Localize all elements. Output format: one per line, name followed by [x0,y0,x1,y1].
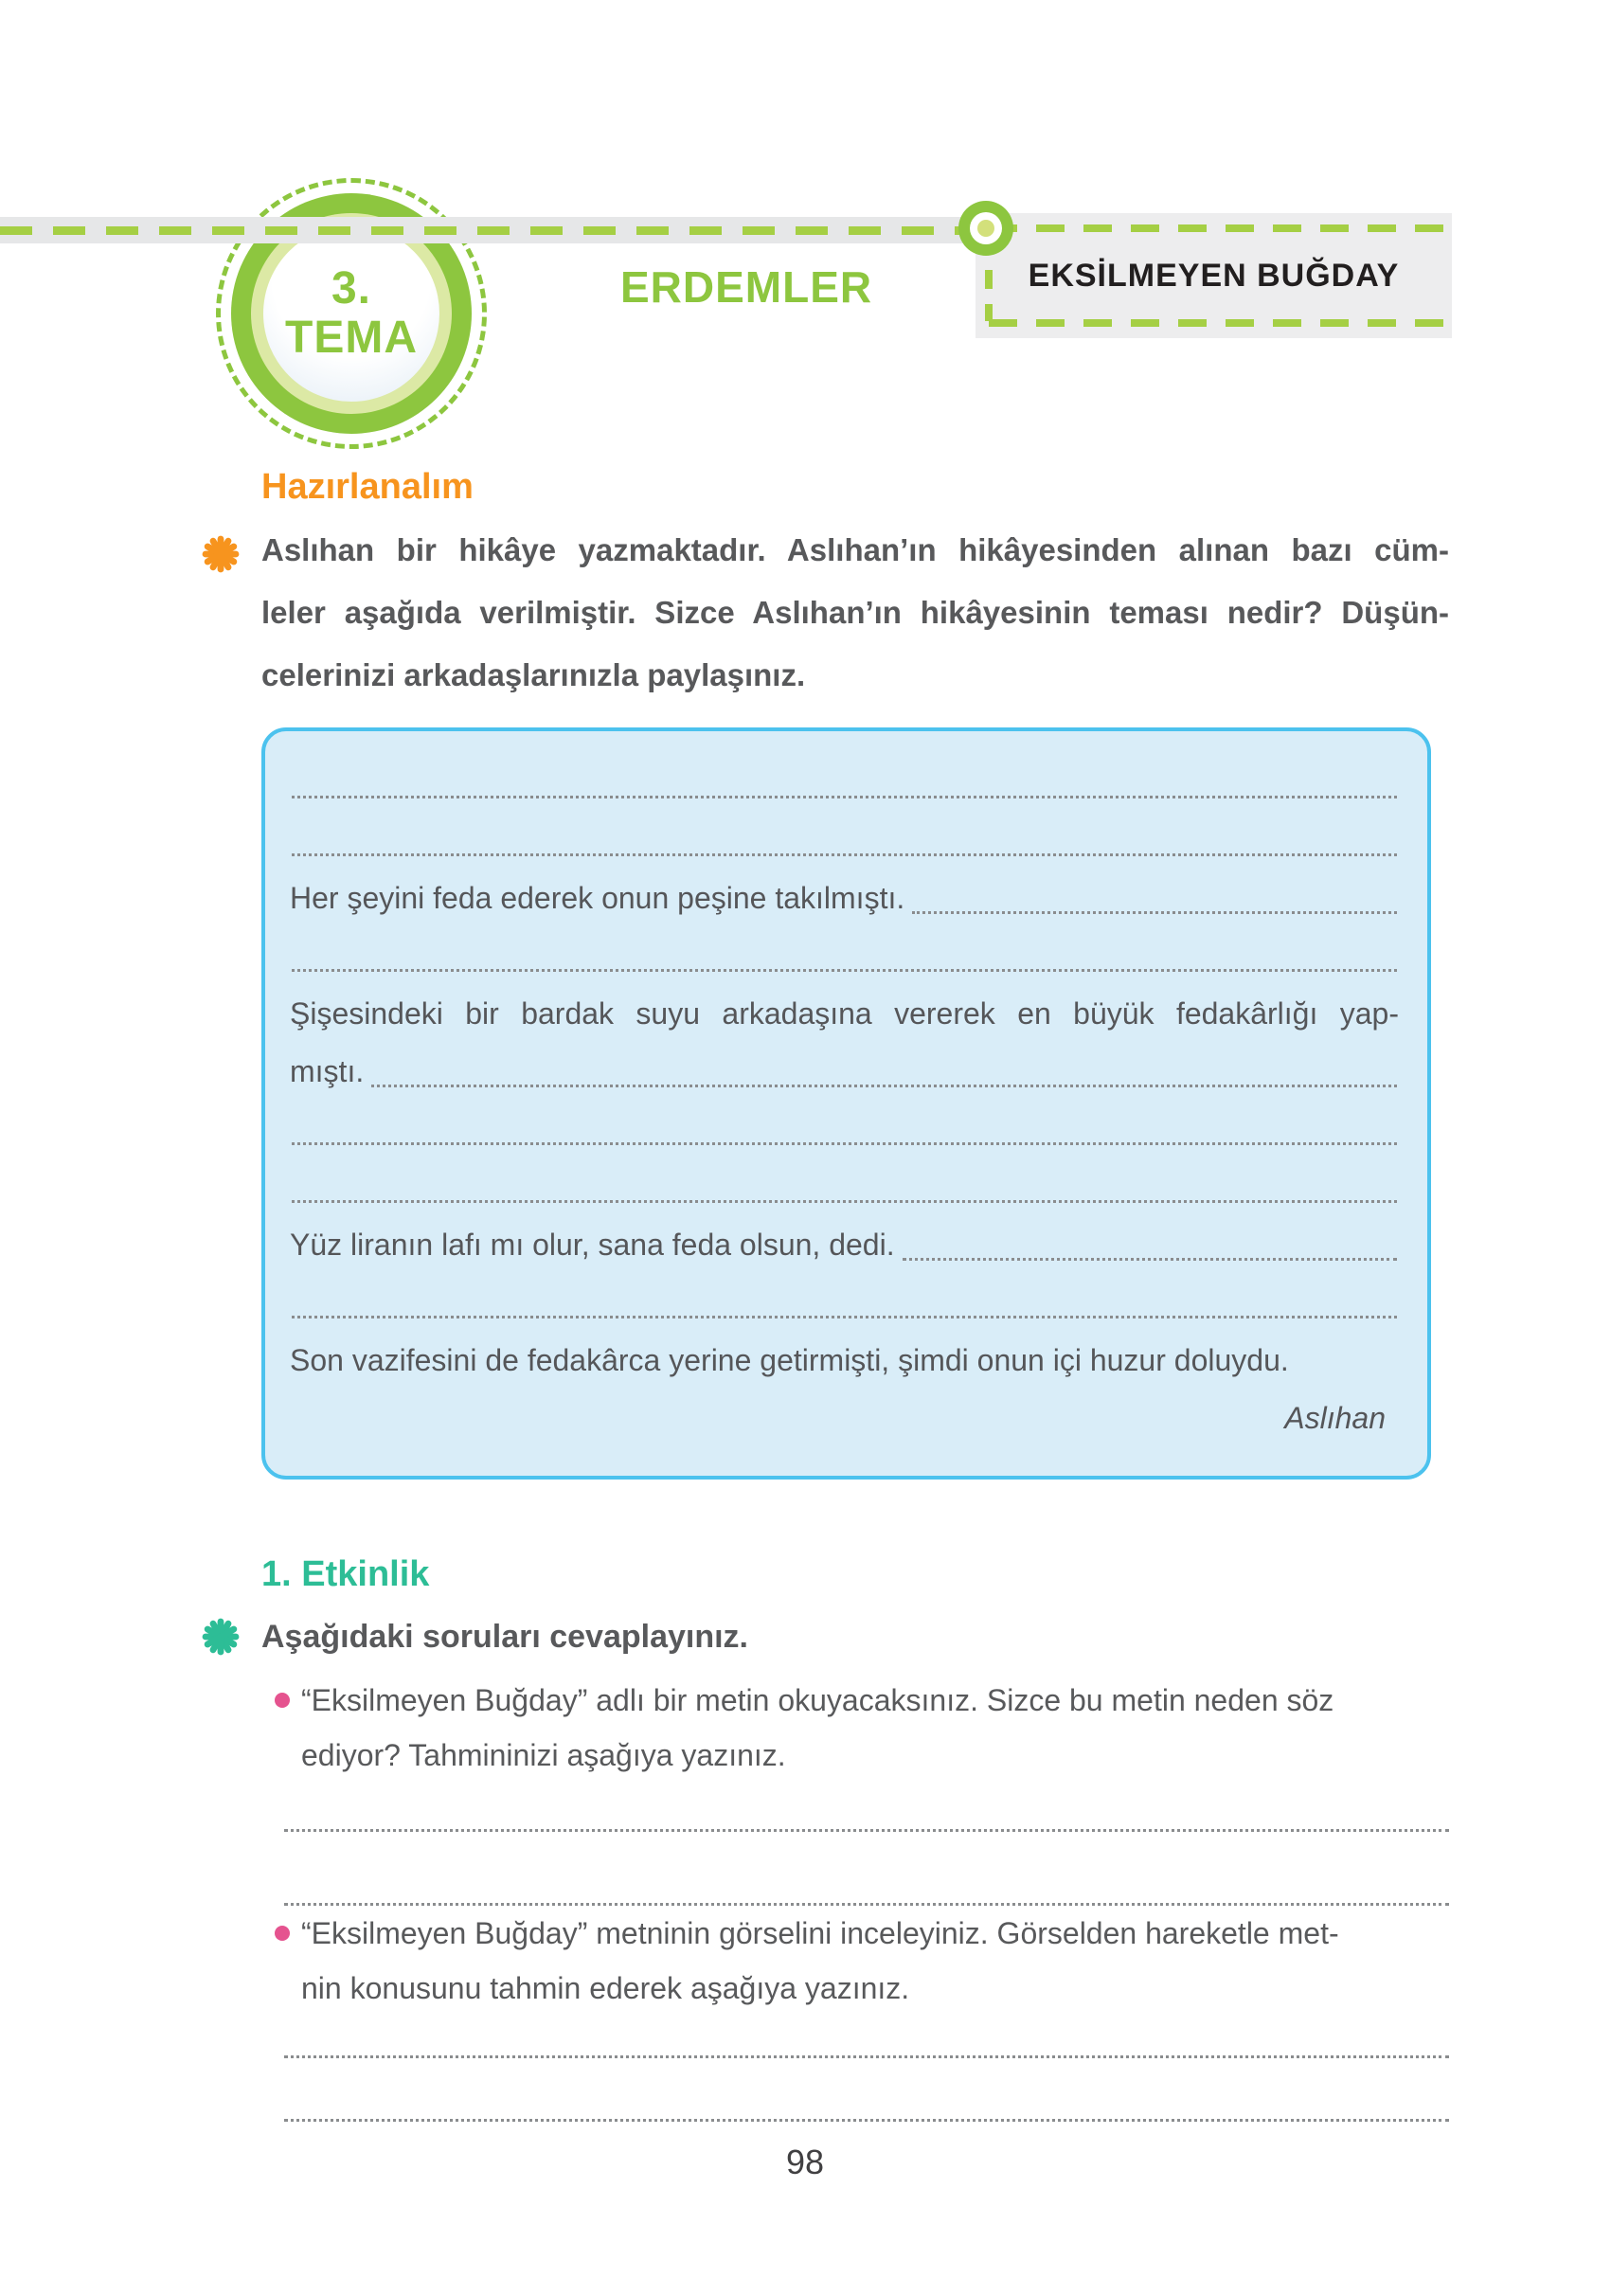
story-sentence: Yüz liranın lafı mı olur, sana feda olsun, dedi. [290,1216,1399,1274]
page-number: 98 [785,2143,825,2181]
pink-bullet-icon [275,1926,290,1941]
answer-area [261,1783,1449,1906]
question-line: “Eksilmeyen Buğday” metninin görselini inceleyiniz. Görselden hareketle met- [301,1916,1339,1950]
question-item [261,1906,1449,2016]
answer-dotted-line [284,2058,1449,2122]
connector-ring-icon [958,201,1013,256]
dotted-line [290,1274,1399,1332]
dotted-filler [371,1085,1397,1087]
pink-bullet-icon [275,1693,290,1708]
star-bullet-icon [202,1618,240,1656]
text-title: EKSİLMEYEN BUĞDAY [1028,257,1400,294]
answer-dotted-line [284,1783,1449,1832]
answer-area [261,2016,1449,2122]
answer-dotted-line [284,1832,1449,1906]
story-sentence: Son vazifesini de fedakârca yerine getirmişti, şimdi onun içi huzur doluydu. [290,1343,1289,1377]
theme-label: TEMA [285,313,418,363]
theme-number: 3. [331,263,372,314]
paragraph-line: celerinizi arkadaşlarınızla paylaşınız. [261,657,806,692]
question-line: ediyor? Tahmininizi aşağıya yazınız. [301,1738,786,1772]
paragraph-line: leler aşağıda verilmiştir. Sizce Aslıhan’ın hikâyesinin teması nedir? Düşün- [261,595,1449,630]
dotted-line [290,754,1399,812]
story-author: Aslıhan [1284,1401,1386,1435]
dotted-filler [912,911,1397,914]
story-sentence: mıştı. [290,1043,1399,1101]
dotted-line [290,927,1399,985]
story-sentence: Her şeyini feda ederek onun peşine takılmıştı. [290,870,1399,927]
question-line: nin konusunu tahmin ederek aşağıya yazınız. [301,1971,910,2005]
theme-title: ERDEMLER [620,262,873,312]
question-item [261,1673,1449,1783]
answer-dotted-line [284,2016,1449,2058]
etkinlik-instruction [261,1616,1449,1658]
dotted-line [290,1158,1399,1216]
paragraph-line: Aslıhan bir hikâye yazmaktadır. Aslıhan’ın hikâyesinden alınan bazı cüm- [261,532,1449,567]
dotted-line [290,1101,1399,1158]
etkinlik-heading: 1. Etkinlik [261,1554,430,1594]
hazirlanalim-paragraph [261,519,1449,707]
hazirlanalim-heading: Hazırlanalım [261,467,474,507]
dotted-line [290,812,1399,870]
instruction-text: Aşağıdaki soruları cevaplayınız. [261,1619,749,1655]
star-bullet-icon [202,531,240,569]
question-line: “Eksilmeyen Buğday” adlı bir metin okuyacaksınız. Sizce bu metin neden söz [301,1683,1334,1717]
story-sentence: Şişesindeki bir bardak suyu arkadaşına vererek en büyük fedakârlığı yap- [290,996,1399,1031]
dotted-filler [903,1258,1397,1261]
story-excerpt-box [261,727,1431,1480]
